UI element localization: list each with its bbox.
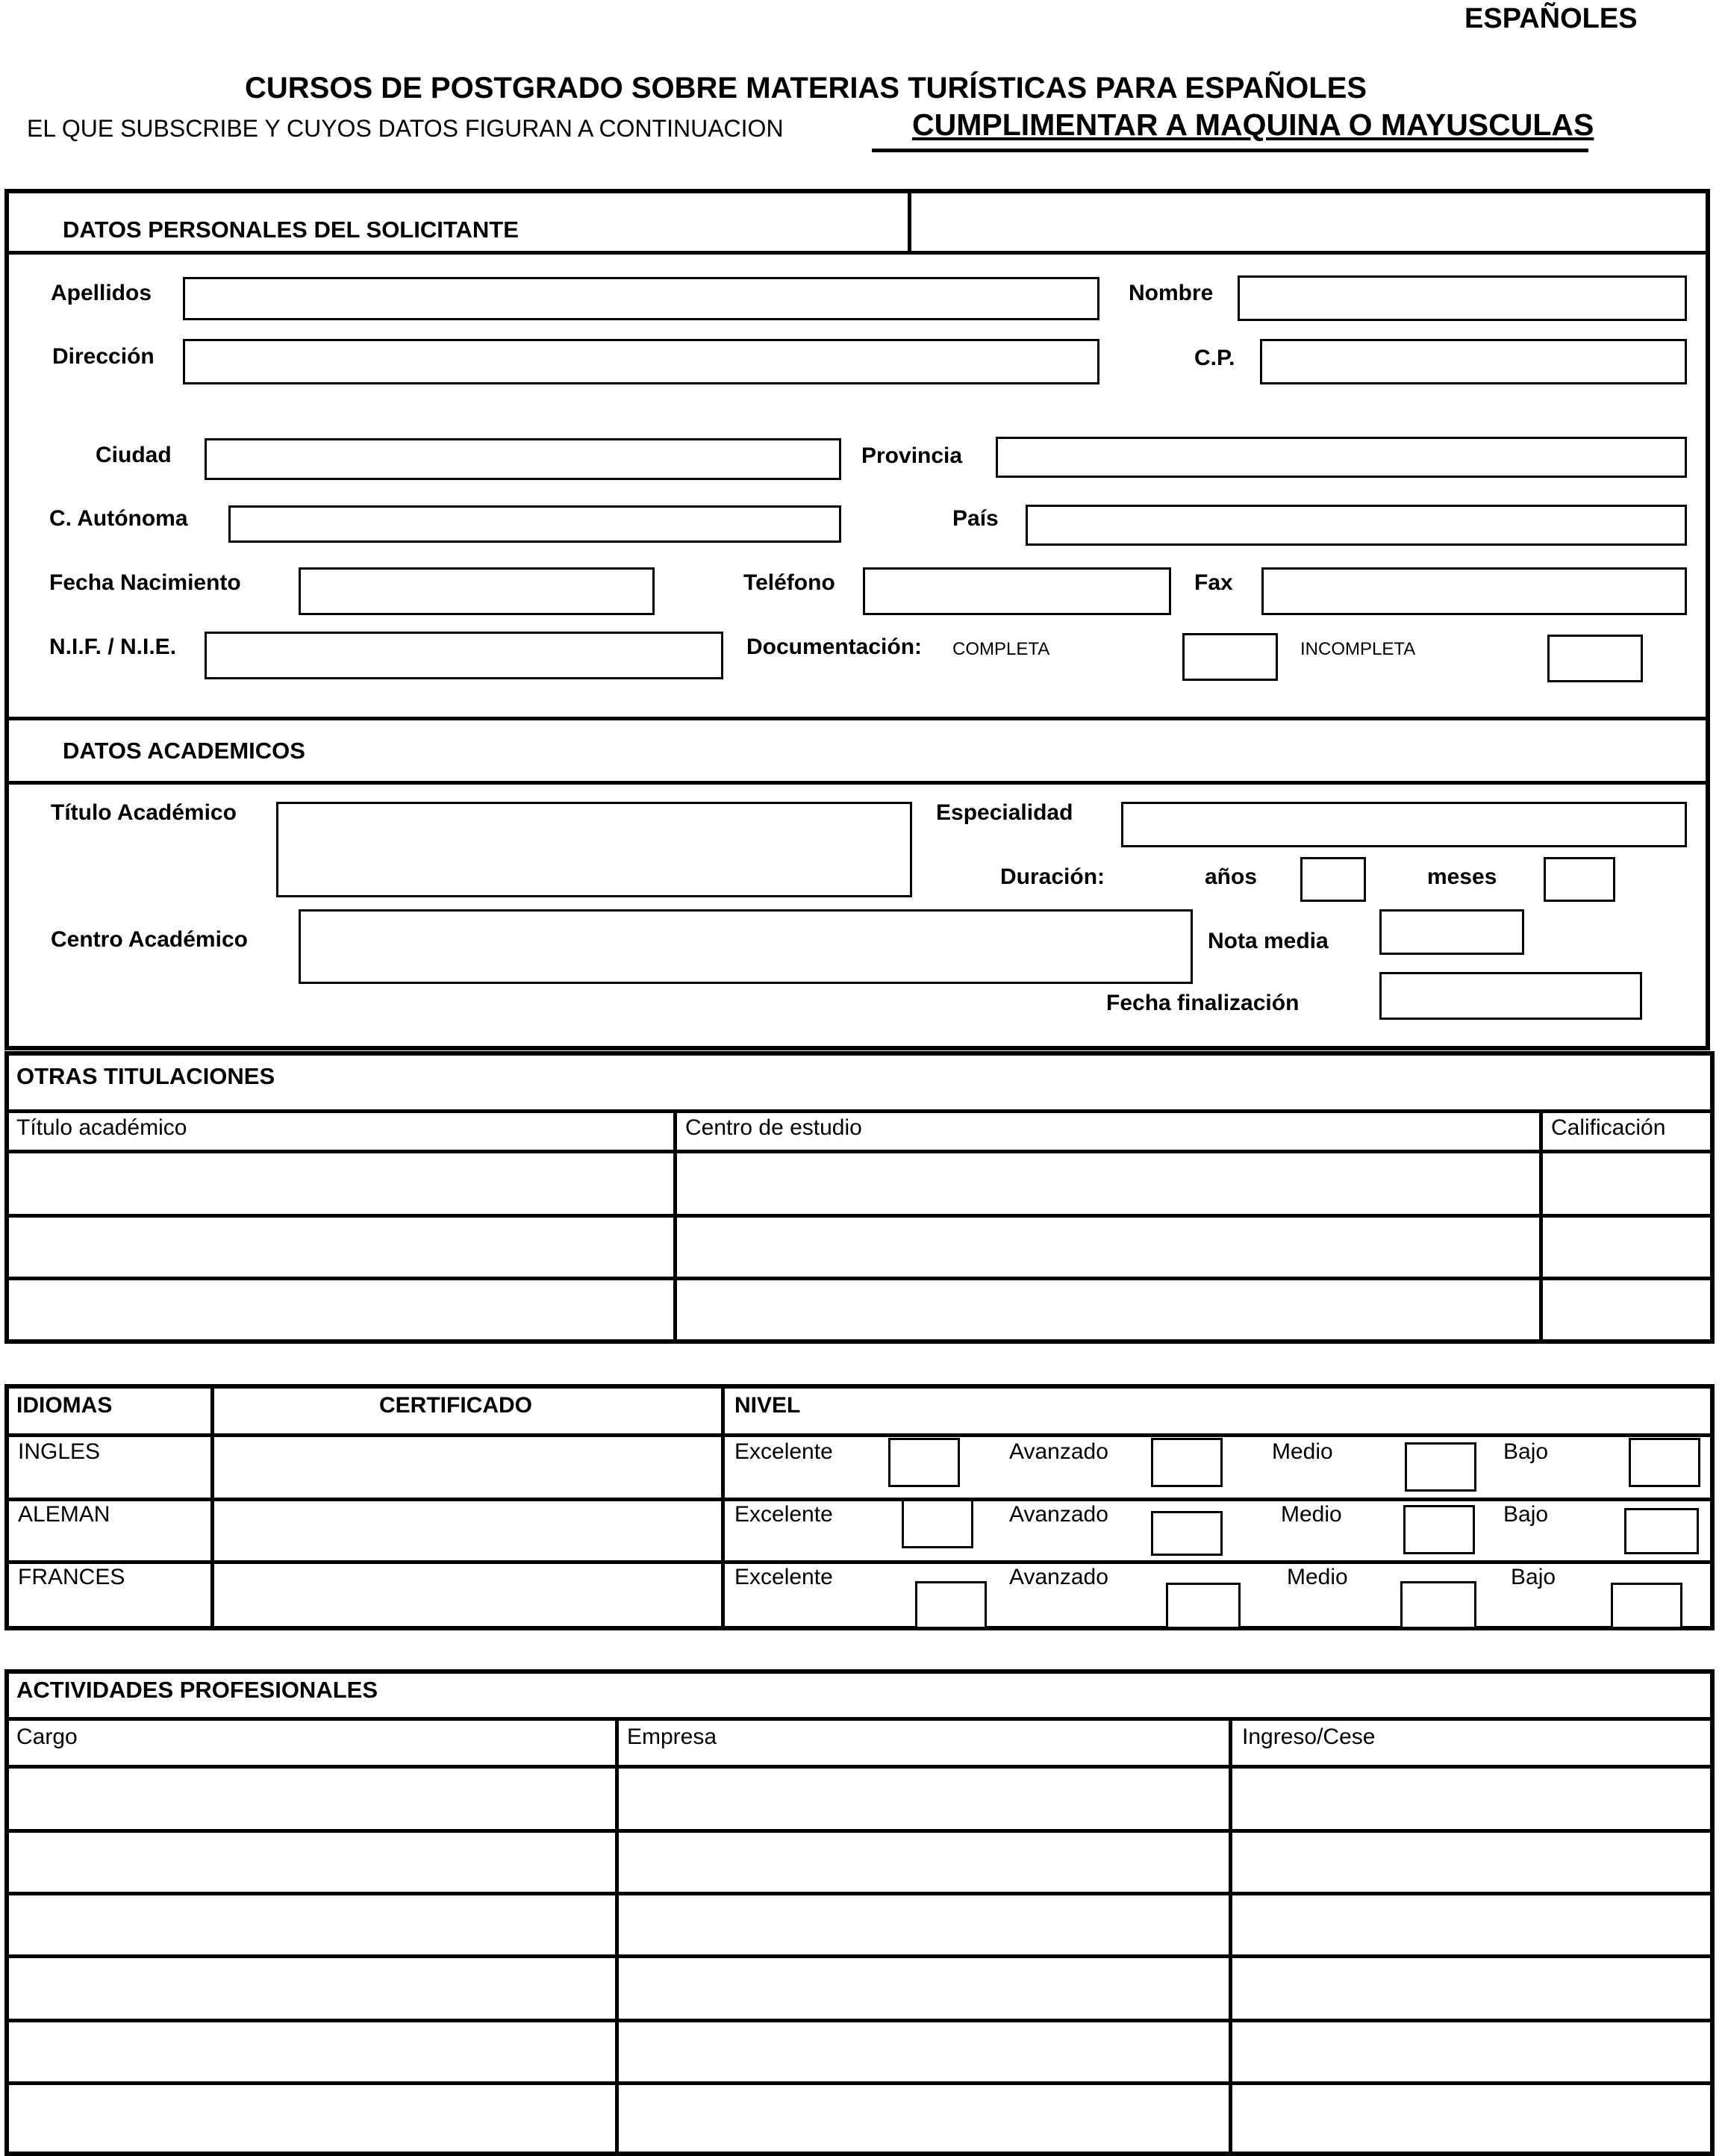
level-medio-label: Medio — [1281, 1502, 1342, 1527]
incompleta-checkbox[interactable] — [1547, 635, 1643, 682]
frances-avanzado-checkbox[interactable] — [1166, 1583, 1241, 1629]
provincia-field[interactable] — [996, 437, 1687, 478]
fecha-nacimiento-field[interactable] — [299, 567, 655, 615]
cp-field[interactable] — [1260, 339, 1687, 384]
divider — [4, 1214, 1715, 1218]
label-meses: meses — [1427, 864, 1497, 889]
divider — [4, 1717, 1715, 1721]
label-direccion: Dirección — [52, 344, 155, 369]
label-anos: años — [1205, 864, 1258, 889]
actividades-row-5-ingreso-cell[interactable] — [1233, 2023, 1709, 2080]
idioma-frances: FRANCES — [18, 1565, 125, 1589]
especialidad-field[interactable] — [1121, 802, 1687, 847]
label-fecha-finalizacion: Fecha finalización — [1106, 991, 1300, 1015]
duracion-meses-field[interactable] — [1544, 857, 1615, 902]
aleman-avanzado-checkbox[interactable] — [1151, 1511, 1223, 1556]
fecha-finalizacion-field[interactable] — [1379, 972, 1642, 1020]
divider — [4, 1560, 1715, 1564]
actividades-row-3-empresa-cell[interactable] — [620, 1896, 1227, 1953]
label-especialidad: Especialidad — [936, 800, 1073, 825]
section-title-actividades: ACTIVIDADES PROFESIONALES — [16, 1677, 378, 1703]
label-apellidos: Apellidos — [51, 281, 152, 305]
column-header-nivel: NIVEL — [734, 1393, 801, 1418]
label-pais: País — [952, 506, 999, 531]
otras-row-1-calificacion-cell[interactable] — [1544, 1154, 1709, 1212]
fax-field[interactable] — [1261, 567, 1687, 615]
divider — [4, 1892, 1715, 1895]
label-completa: COMPLETA — [952, 639, 1050, 659]
label-cp: C.P. — [1194, 346, 1235, 370]
label-nombre: Nombre — [1129, 281, 1214, 305]
ingles-bajo-checkbox[interactable] — [1629, 1438, 1700, 1487]
label-nota-media: Nota media — [1208, 929, 1329, 953]
section-title-academic: DATOS ACADEMICOS — [63, 738, 305, 764]
divider — [4, 1109, 1715, 1113]
divider — [4, 1433, 1715, 1437]
label-ciudad: Ciudad — [96, 443, 172, 467]
level-bajo-label: Bajo — [1503, 1502, 1549, 1527]
aleman-bajo-checkbox[interactable] — [1624, 1508, 1699, 1554]
label-provincia: Provincia — [861, 443, 963, 468]
level-excelente-label: Excelente — [734, 1439, 833, 1464]
label-titulo-academico: Título Académico — [51, 800, 237, 825]
pais-field[interactable] — [1026, 505, 1687, 546]
divider — [673, 1109, 677, 1344]
divider — [1229, 1717, 1232, 2156]
ingles-avanzado-checkbox[interactable] — [1151, 1438, 1223, 1487]
duracion-anos-field[interactable] — [1300, 857, 1366, 902]
otras-row-1-centro-cell[interactable] — [678, 1154, 1538, 1212]
ciudad-field[interactable] — [205, 438, 841, 480]
level-excelente-label: Excelente — [734, 1565, 833, 1589]
certificado-frances-cell[interactable] — [215, 1565, 720, 1626]
actividades-row-4-cargo-cell[interactable] — [9, 1959, 614, 2017]
document-tag: ESPAÑOLES — [1464, 3, 1638, 34]
actividades-row-1-ingreso-cell[interactable] — [1233, 1769, 1709, 1828]
level-medio-label: Medio — [1287, 1565, 1348, 1589]
centro-academico-field[interactable] — [299, 909, 1193, 984]
telefono-field[interactable] — [863, 567, 1171, 615]
level-bajo-label: Bajo — [1503, 1439, 1549, 1464]
otras-row-3-titulo-cell[interactable] — [9, 1281, 672, 1339]
divider — [4, 2019, 1715, 2022]
section-title-otras: OTRAS TITULACIONES — [16, 1063, 275, 1089]
label-fecha-nacimiento: Fecha Nacimiento — [49, 570, 241, 595]
level-bajo-label: Bajo — [1511, 1565, 1556, 1589]
frances-excelente-checkbox[interactable] — [915, 1581, 987, 1629]
level-avanzado-label: Avanzado — [1009, 1565, 1108, 1589]
divider — [721, 1384, 725, 1630]
otras-row-2-centro-cell[interactable] — [678, 1218, 1538, 1275]
frances-bajo-checkbox[interactable] — [1611, 1583, 1682, 1629]
otras-row-1-titulo-cell[interactable] — [9, 1154, 672, 1212]
actividades-row-4-empresa-cell[interactable] — [620, 1959, 1227, 2017]
direccion-field[interactable] — [183, 339, 1099, 384]
actividades-row-2-ingreso-cell[interactable] — [1233, 1833, 1709, 1890]
divider — [4, 1277, 1715, 1280]
label-incompleta: INCOMPLETA — [1300, 639, 1416, 659]
divider — [4, 1829, 1715, 1833]
ingles-medio-checkbox[interactable] — [1405, 1442, 1476, 1492]
nif-field[interactable] — [205, 632, 723, 679]
column-header-cargo: Cargo — [16, 1725, 78, 1749]
level-avanzado-label: Avanzado — [1009, 1502, 1108, 1527]
divider — [4, 1498, 1715, 1501]
actividades-row-6-empresa-cell[interactable] — [620, 2086, 1227, 2152]
level-medio-label: Medio — [1272, 1439, 1333, 1464]
divider — [210, 1384, 214, 1630]
document-title: CURSOS DE POSTGRADO SOBRE MATERIAS TURÍSTICAS PARA ESPAÑOLES — [245, 72, 1367, 105]
titulo-academico-field[interactable] — [276, 802, 912, 897]
label-fax: Fax — [1194, 570, 1233, 595]
label-telefono: Teléfono — [743, 570, 835, 595]
divider — [4, 251, 1710, 255]
divider — [4, 2081, 1715, 2085]
column-header-ingreso-cese: Ingreso/Cese — [1242, 1725, 1376, 1749]
column-header-empresa: Empresa — [627, 1725, 717, 1749]
nota-media-field[interactable] — [1379, 909, 1524, 955]
actividades-row-2-empresa-cell[interactable] — [620, 1833, 1227, 1890]
divider — [4, 1765, 1715, 1769]
level-avanzado-label: Avanzado — [1009, 1439, 1108, 1464]
column-header-idiomas: IDIOMAS — [16, 1393, 113, 1418]
nombre-field[interactable] — [1238, 275, 1687, 321]
otras-row-3-centro-cell[interactable] — [678, 1281, 1538, 1339]
frances-medio-checkbox[interactable] — [1400, 1581, 1476, 1629]
actividades-row-2-cargo-cell[interactable] — [9, 1833, 614, 1890]
aleman-medio-checkbox[interactable] — [1403, 1505, 1475, 1554]
divider — [4, 717, 1710, 720]
ingles-excelente-checkbox[interactable] — [888, 1438, 960, 1487]
column-header-certificado: CERTIFICADO — [379, 1393, 532, 1418]
label-nif: N.I.F. / N.I.E. — [49, 635, 177, 659]
label-autonoma: C. Autónoma — [49, 506, 188, 531]
column-header-calificacion: Calificación — [1551, 1115, 1666, 1140]
actividades-row-1-cargo-cell[interactable] — [9, 1769, 614, 1828]
certificado-aleman-cell[interactable] — [215, 1502, 720, 1559]
column-header-centro: Centro de estudio — [685, 1115, 862, 1140]
idioma-ingles: INGLES — [18, 1439, 101, 1464]
actividades-row-1-empresa-cell[interactable] — [620, 1769, 1227, 1828]
instruction-text: CUMPLIMENTAR A MAQUINA O MAYUSCULAS — [912, 108, 1594, 142]
label-duracion: Duración: — [1000, 864, 1105, 889]
otras-row-3-calificacion-cell[interactable] — [1544, 1281, 1709, 1339]
divider — [615, 1717, 619, 2156]
divider — [4, 1150, 1715, 1153]
actividades-row-4-ingreso-cell[interactable] — [1233, 1959, 1709, 2017]
label-centro-academico: Centro Académico — [51, 927, 248, 952]
idioma-aleman: ALEMAN — [18, 1502, 110, 1527]
actividades-row-6-ingreso-cell[interactable] — [1233, 2086, 1709, 2152]
autonoma-field[interactable] — [228, 505, 841, 543]
actividades-row-5-cargo-cell[interactable] — [9, 2023, 614, 2080]
certificado-ingles-cell[interactable] — [215, 1438, 720, 1496]
divider — [4, 1954, 1715, 1958]
actividades-row-3-ingreso-cell[interactable] — [1233, 1896, 1709, 1953]
otras-row-2-calificacion-cell[interactable] — [1544, 1218, 1709, 1275]
aleman-excelente-checkbox[interactable] — [902, 1499, 973, 1548]
completa-checkbox[interactable] — [1182, 633, 1278, 681]
instruction-underline — [872, 149, 1588, 152]
column-header-titulo: Título académico — [16, 1115, 187, 1140]
label-documentacion: Documentación: — [746, 635, 923, 659]
actividades-row-3-cargo-cell[interactable] — [9, 1896, 614, 1953]
otras-row-2-titulo-cell[interactable] — [9, 1218, 672, 1275]
divider — [1539, 1109, 1543, 1344]
divider — [4, 781, 1710, 785]
section-title-personal: DATOS PERSONALES DEL SOLICITANTE — [63, 216, 519, 243]
actividades-row-5-empresa-cell[interactable] — [620, 2023, 1227, 2080]
divider — [908, 189, 911, 253]
apellidos-field[interactable] — [183, 277, 1099, 320]
actividades-row-6-cargo-cell[interactable] — [9, 2086, 614, 2152]
document-subtitle: EL QUE SUBSCRIBE Y CUYOS DATOS FIGURAN A CONTINUACION — [27, 115, 784, 142]
level-excelente-label: Excelente — [734, 1502, 833, 1527]
